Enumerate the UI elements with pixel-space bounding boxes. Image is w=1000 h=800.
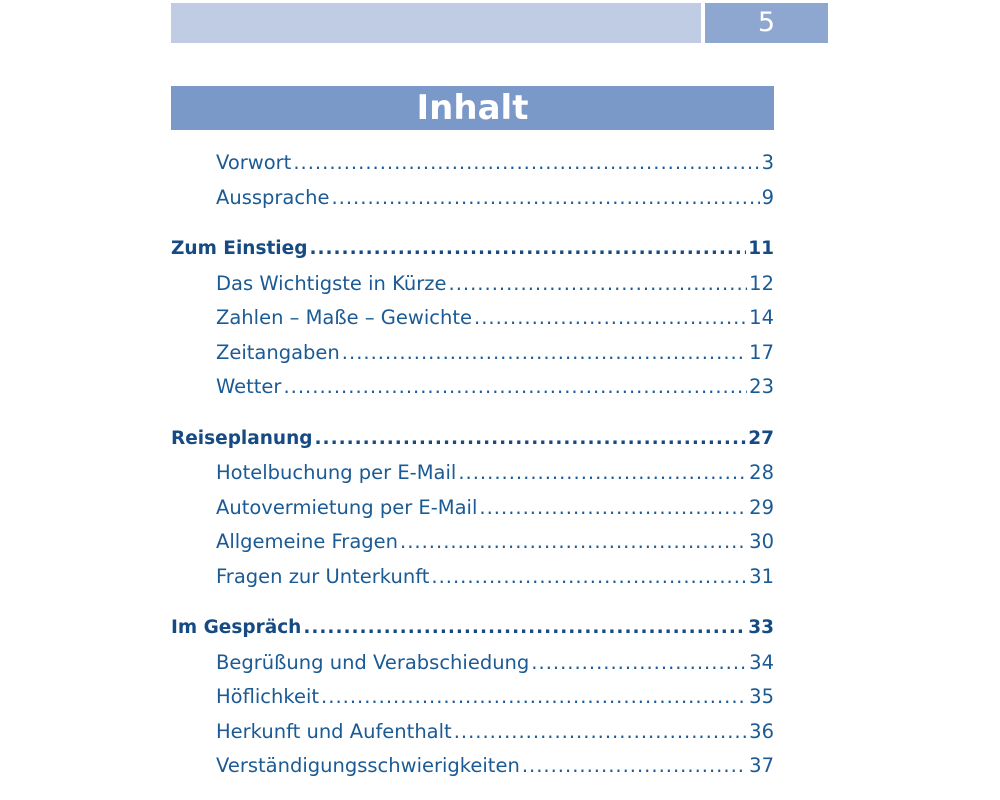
toc-entry-label: Aussprache [216, 185, 330, 209]
toc-entry[interactable] [171, 456, 774, 491]
toc-entry-page: 34 [749, 650, 774, 674]
dot-leader [283, 370, 747, 405]
dot-leader [458, 456, 747, 491]
toc-entry-page: 36 [749, 719, 774, 743]
toc-entry-label: Vorwort [216, 151, 292, 174]
toc-entry[interactable] [171, 525, 774, 560]
toc-entry[interactable] [171, 146, 774, 181]
toc-entry-label: Verständigungsschwierigkeiten [216, 754, 520, 777]
dot-leader [315, 422, 747, 457]
toc-entry-label: Begrüßung und Verabschiedung [216, 650, 530, 674]
toc-entry-label: Herkunft und Aufenthalt [216, 719, 452, 743]
toc-entry-page: 17 [749, 340, 774, 364]
toc-chapter-label: Im Gespräch [171, 617, 302, 638]
toc-chapter-label: Zum Einstieg [171, 238, 308, 259]
toc-entry-page: 31 [749, 564, 774, 588]
toc-entry-page: 35 [749, 685, 774, 708]
toc-entry-page: 23 [749, 375, 774, 398]
toc-entry-page: 14 [749, 306, 774, 329]
toc-chapter[interactable] [171, 611, 774, 646]
toc-entry[interactable] [171, 181, 774, 216]
dot-leader [293, 146, 759, 181]
dot-leader [531, 646, 747, 681]
dot-leader [331, 181, 759, 216]
page-title: Inhalt [171, 86, 774, 130]
toc-entry-page: 28 [749, 461, 774, 484]
toc-entry-page: 37 [749, 754, 774, 777]
dot-leader [303, 611, 746, 646]
toc-entry-label: Fragen zur Unterkunft [216, 564, 430, 588]
toc-chapter[interactable] [171, 232, 774, 267]
dot-leader [400, 525, 747, 560]
toc-entry[interactable] [171, 370, 774, 405]
toc-entry[interactable] [171, 336, 774, 371]
dot-leader [309, 232, 746, 267]
header-bar [171, 3, 701, 43]
dot-leader [321, 680, 747, 715]
toc-entry[interactable] [171, 715, 774, 750]
dot-leader [479, 491, 747, 526]
toc-entry[interactable] [171, 491, 774, 526]
toc-chapter-page: 27 [748, 427, 774, 449]
toc-entry-label: Zeitangaben [216, 340, 340, 364]
toc-entry-page: 9 [761, 185, 774, 209]
toc-entry-label: Zahlen – Maße – Gewichte [216, 306, 472, 329]
toc-chapter[interactable] [171, 422, 774, 457]
toc-entry-label: Wetter [216, 375, 282, 398]
table-of-contents [171, 146, 774, 784]
toc-entry-label: Autovermietung per E-Mail [216, 495, 478, 519]
toc-entry[interactable] [171, 560, 774, 595]
dot-leader [449, 267, 748, 302]
dot-leader [474, 301, 747, 336]
dot-leader [342, 336, 747, 371]
dot-leader [522, 749, 747, 784]
toc-entry-page: 29 [749, 495, 774, 519]
toc-chapter-label: Reiseplanung [171, 427, 313, 449]
dot-leader [454, 715, 747, 750]
toc-entry[interactable] [171, 646, 774, 681]
toc-entry-label: Das Wichtigste in Kürze [216, 271, 447, 295]
toc-entry-label: Hotelbuchung per E-Mail [216, 461, 457, 484]
toc-entry[interactable] [171, 267, 774, 302]
toc-chapter-page: 11 [748, 238, 774, 259]
toc-entry-page: 3 [761, 151, 774, 174]
dot-leader [431, 560, 747, 595]
toc-entry-label: Höflichkeit [216, 685, 320, 708]
toc-entry-label: Allgemeine Fragen [216, 530, 399, 553]
toc-entry-page: 12 [749, 271, 774, 295]
toc-entry-page: 30 [749, 530, 774, 553]
toc-entry[interactable] [171, 749, 774, 784]
toc-entry[interactable] [171, 301, 774, 336]
toc-entry[interactable] [171, 680, 774, 715]
page-number: 5 [705, 3, 828, 43]
toc-chapter-page: 33 [748, 617, 774, 638]
